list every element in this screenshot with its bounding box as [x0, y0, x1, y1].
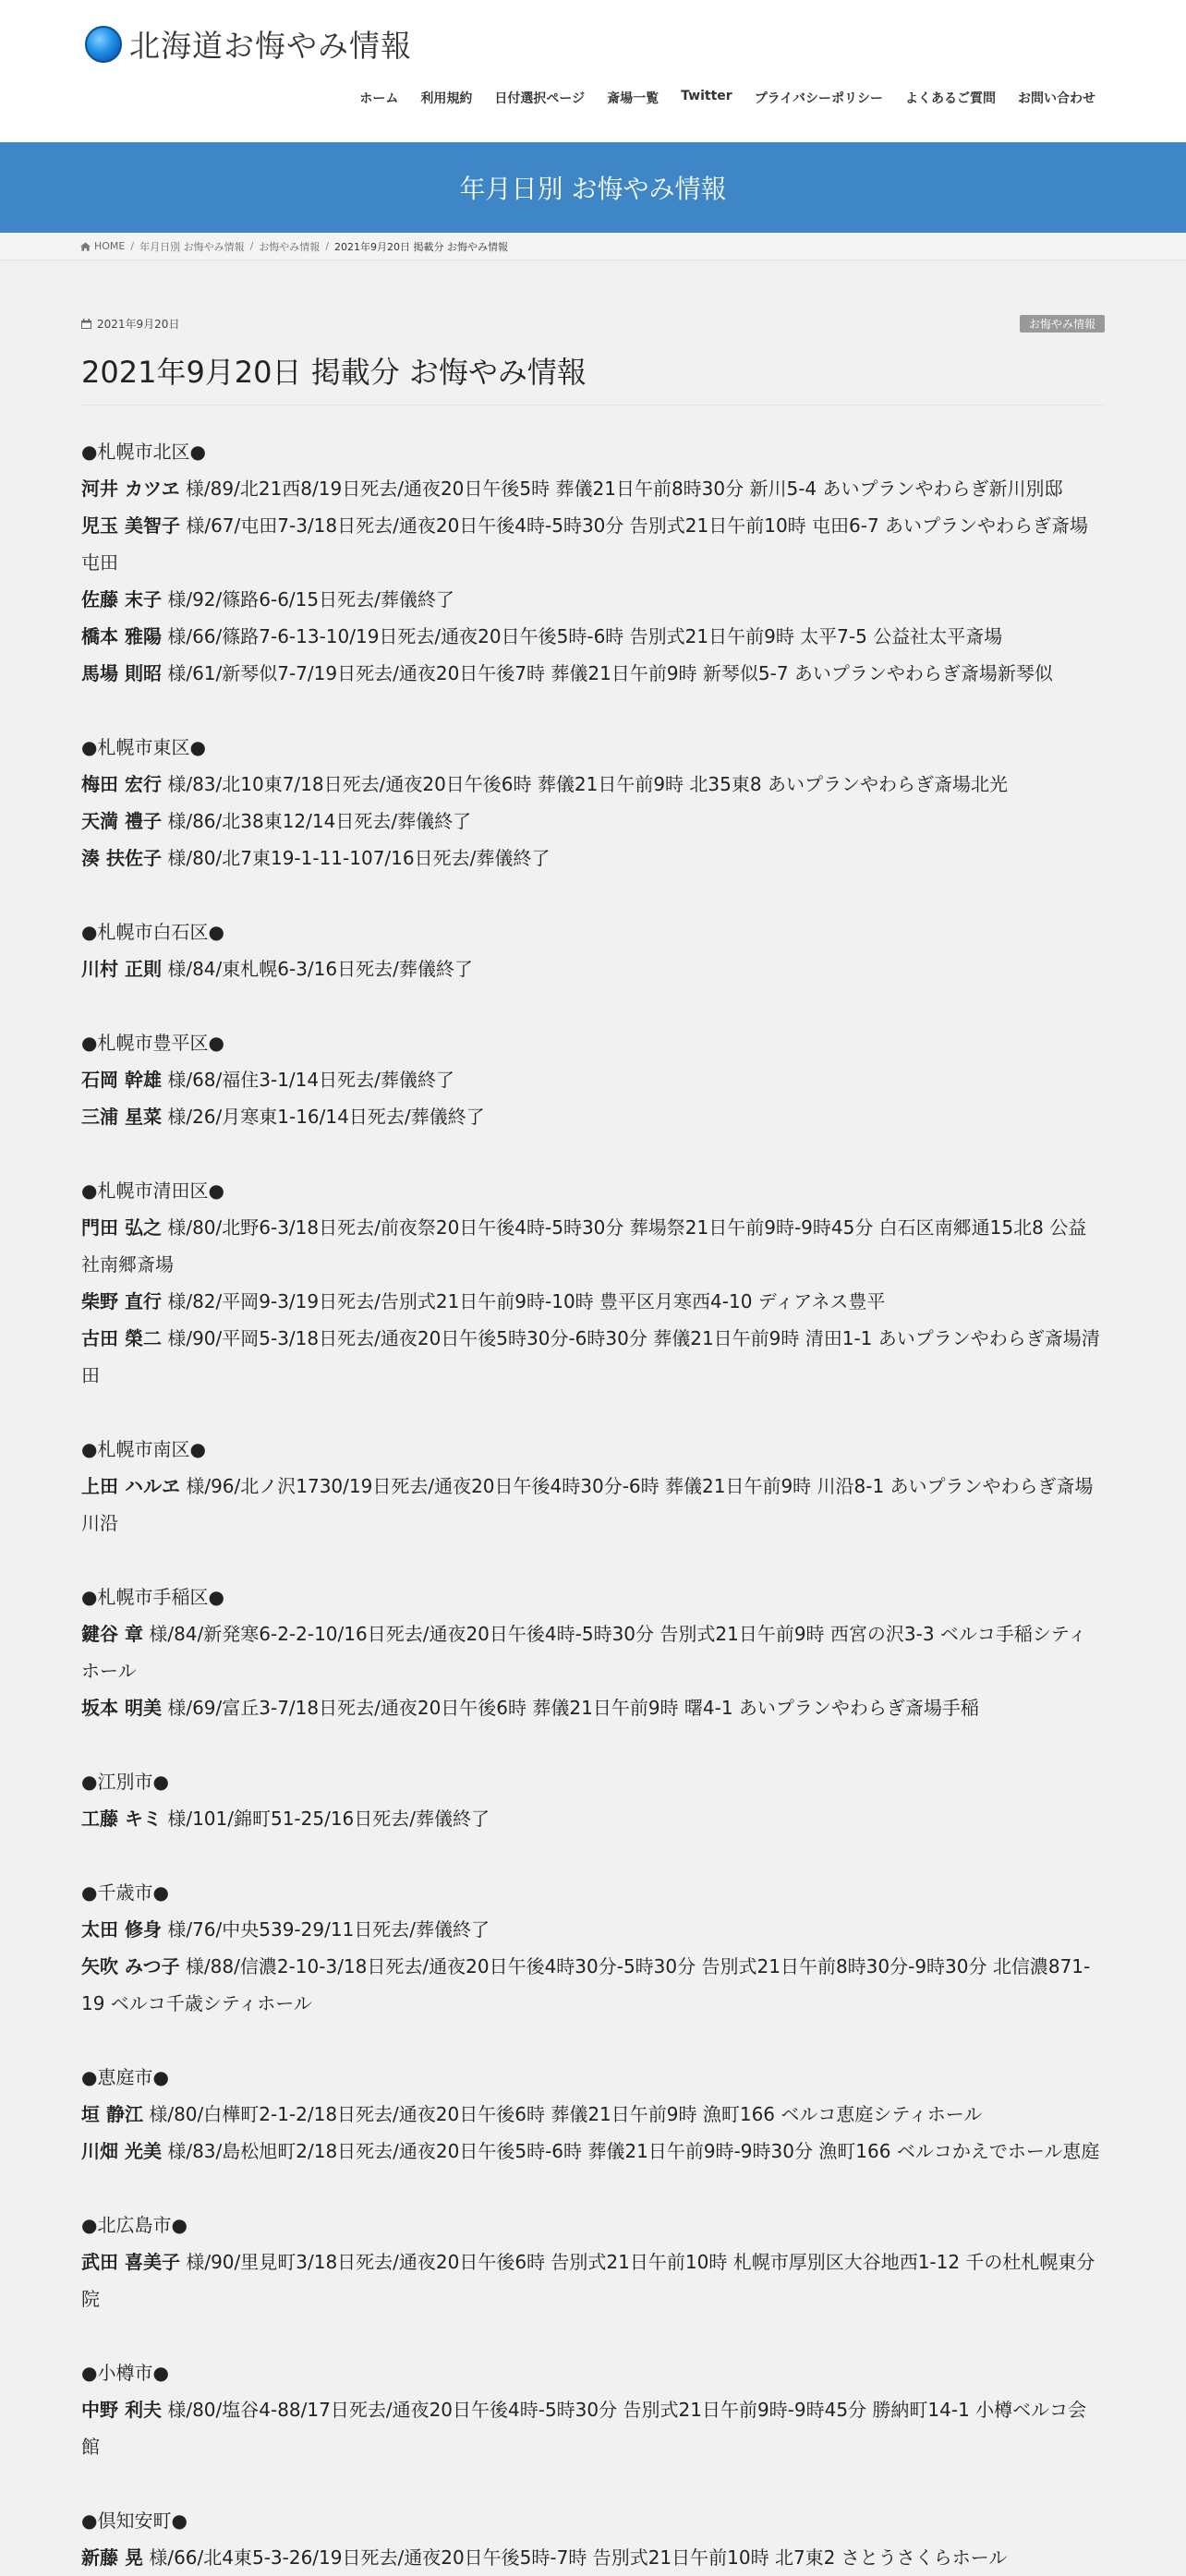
deceased-name: 川畑 光美: [81, 2140, 162, 2162]
home-icon: [80, 242, 91, 251]
page-header-title: 年月日別 お悔やみ情報: [459, 174, 727, 204]
breadcrumb-separator: /: [130, 240, 135, 252]
region-section: [81, 433, 1105, 692]
deceased-name: 武田 喜美子: [81, 2251, 180, 2273]
region-section: [81, 1763, 1105, 1837]
breadcrumb-current: 2021年9月20日 掲載分 お悔やみ情報: [334, 240, 509, 253]
post-meta: [81, 314, 1105, 333]
obituary-detail: 様/89/北21西8/19日死去/通夜20日午後5時 葬儀21日午前8時30分 新川5-4 あいプランやわらぎ新川別邸: [179, 478, 1063, 500]
obituary-entry: [81, 766, 1105, 803]
breadcrumb-item-category[interactable]: お悔やみ情報: [259, 240, 321, 253]
deceased-name: 垣 静江: [81, 2103, 143, 2125]
obituary-entry: [81, 1948, 1105, 2022]
obituary-detail: 様/84/新発寒6-2-2-10/16日死去/通夜20日午後4時-5時30分 告別式21日午前9時 西宮の沢3-3 ベルコ手稲シティホール: [81, 1623, 1087, 1682]
page-header-band: [0, 142, 1186, 233]
deceased-name: 佐藤 末子: [81, 588, 162, 611]
deceased-name: 坂本 明美: [81, 1697, 162, 1719]
region-title: ●倶知安町●: [81, 2509, 188, 2532]
calendar-icon: [81, 319, 91, 329]
obituary-detail: 様/96/北ノ沢1730/19日死去/通夜20日午後4時30分-6時 葬儀21日午前9時 川沿8-1 あいプランやわらぎ斎場川沿: [81, 1475, 1094, 1534]
obituary-detail: 様/80/北野6-3/18日死去/前夜祭20日午後4時-5時30分 葬場祭21日午前9時-9時45分 白石区南郷通15北8 公益社南郷斎場: [81, 1216, 1087, 1276]
obituary-entry: [81, 950, 1105, 987]
breadcrumb-separator: /: [249, 240, 254, 252]
obituary-entry: [81, 1283, 1105, 1320]
obituary-entry: [81, 1689, 1105, 1726]
region-section: [81, 913, 1105, 987]
obituary-detail: 様/80/白樺町2-1-2/18日死去/通夜20日午後6時 葬儀21日午前9時 漁町166 ベルコ恵庭シティホール: [142, 2103, 983, 2125]
region-section: [81, 1172, 1105, 1394]
obituary-entry: [81, 618, 1105, 655]
obituary-entry: [81, 1098, 1105, 1135]
obituary-detail: 様/61/新琴似7-7/19日死去/通夜20日午後7時 葬儀21日午前9時 新琴似5-7 あいプランやわらぎ斎場新琴似: [161, 662, 1053, 684]
deceased-name: 馬場 則昭: [81, 662, 162, 684]
region-title: ●江別市●: [81, 1771, 169, 1793]
obituary-entry: [81, 1911, 1105, 1948]
obituary-entry: [81, 803, 1105, 840]
region-section: [81, 1578, 1105, 1726]
obituary-entry: [81, 2096, 1105, 2133]
breadcrumb-home[interactable]: HOME: [94, 240, 126, 252]
deceased-name: 門田 弘之: [81, 1216, 162, 1239]
post-title: 2021年9月20日 掲載分 お悔やみ情報: [81, 349, 1105, 405]
nav-item-privacy[interactable]: プライバシーポリシー: [754, 91, 883, 106]
region-title: ●札幌市豊平区●: [81, 1032, 224, 1054]
deceased-name: 鍵谷 章: [81, 1623, 143, 1645]
region-section: [81, 2059, 1105, 2170]
obituary-entry: [81, 507, 1105, 581]
region-title: ●札幌市手稲区●: [81, 1586, 224, 1608]
deceased-name: 石岡 幹雄: [81, 1069, 162, 1091]
obituary-detail: 様/88/信濃2-10-3/18日死去/通夜20日午後4時30分-5時30分 告別式21日午前8時30分-9時30分 北信濃871-19 ベルコ千歳シティホール: [81, 1955, 1091, 2014]
deceased-name: 三浦 星菜: [81, 1106, 162, 1128]
deceased-name: 川村 正則: [81, 958, 162, 980]
obituary-detail: 様/90/平岡5-3/18日死去/通夜20日午後5時30分-6時30分 葬儀21日午前9時 清田1-1 あいプランやわらぎ斎場清田: [81, 1327, 1100, 1386]
deceased-name: 橋本 雅陽: [81, 625, 162, 647]
obituary-entry: [81, 2133, 1105, 2170]
obituary-detail: 様/66/北4東5-3-26/19日死去/通夜20日午後5時-7時 告別式21日午前10時 北7東2 さとうさくらホール: [142, 2546, 1008, 2569]
region-section: [81, 2502, 1105, 2576]
obituary-entry: [81, 1615, 1105, 1689]
nav-item-terms[interactable]: 利用規約: [420, 91, 473, 106]
obituary-entry: [81, 1800, 1105, 1837]
obituary-entry: [81, 1209, 1105, 1283]
obituary-entry: [81, 840, 1105, 877]
deceased-name: 新藤 晃: [81, 2546, 143, 2569]
site-title: 北海道お悔やみ情報: [129, 28, 412, 64]
region-section: [81, 2207, 1105, 2317]
obituary-detail: 様/92/篠路6-6/15日死去/葬儀終了: [161, 588, 454, 611]
deceased-name: 中野 利夫: [81, 2399, 162, 2421]
obituary-entry: [81, 581, 1105, 618]
region-title: ●恵庭市●: [81, 2066, 169, 2088]
region-section: [81, 1874, 1105, 2022]
post-date: [81, 316, 179, 332]
region-section: [81, 1024, 1105, 1135]
post-body: [81, 433, 1105, 2576]
obituary-entry: [81, 2539, 1105, 2576]
obituary-entry: [81, 470, 1105, 507]
nav-item-twitter[interactable]: Twitter: [681, 89, 732, 103]
obituary-detail: 様/84/東札幌6-3/16日死去/葬儀終了: [161, 958, 473, 980]
main-content: [0, 260, 1186, 2576]
category-badge[interactable]: お悔やみ情報: [1020, 315, 1105, 333]
obituary-entry: [81, 2391, 1105, 2465]
region-title: ●札幌市東区●: [81, 736, 206, 758]
obituary-entry: [81, 1061, 1105, 1098]
region-title: ●札幌市白石区●: [81, 921, 224, 943]
breadcrumb-item-archive[interactable]: 年月日別 お悔やみ情報: [139, 240, 245, 253]
nav-item-contact[interactable]: お問い合わせ: [1018, 91, 1095, 106]
region-section: [81, 1431, 1105, 1542]
site-header: [0, 0, 1186, 142]
deceased-name: 梅田 宏行: [81, 773, 162, 795]
region-title: ●札幌市清田区●: [81, 1179, 224, 1202]
deceased-name: 矢吹 みつ子: [81, 1955, 180, 1977]
obituary-detail: 様/76/中央539-29/11日死去/葬儀終了: [161, 1918, 490, 1941]
globe-logo-icon: [85, 26, 122, 63]
post-date-text: 2021年9月20日: [97, 317, 180, 331]
deceased-name: 天満 禮子: [81, 810, 162, 832]
obituary-entry: [81, 2243, 1105, 2317]
region-title: ●札幌市南区●: [81, 1438, 206, 1460]
obituary-entry: [81, 655, 1105, 692]
breadcrumb: [0, 233, 1186, 260]
region-title: ●小樽市●: [81, 2362, 169, 2384]
region-title: ●千歳市●: [81, 1881, 169, 1904]
obituary-detail: 様/101/錦町51-25/16日死去/葬儀終了: [161, 1808, 490, 1830]
deceased-name: 上田 ハルヱ: [81, 1475, 180, 1497]
breadcrumb-separator: /: [325, 240, 330, 252]
deceased-name: 湊 扶佐子: [81, 847, 162, 869]
region-title: ●札幌市北区●: [81, 441, 206, 463]
nav-item-faq[interactable]: よくあるご質問: [905, 91, 996, 106]
obituary-detail: 様/86/北38東12/14日死去/葬儀終了: [161, 810, 472, 832]
obituary-detail: 様/67/屯田7-3/18日死去/通夜20日午後4時-5時30分 告別式21日午前10時 屯田6-7 あいプランやわらぎ斎場屯田: [81, 514, 1089, 574]
obituary-detail: 様/66/篠路7-6-13-10/19日死去/通夜20日午後5時-6時 告別式21日午前9時 太平7-5 公益社太平斎場: [161, 625, 1003, 647]
region-section: [81, 2354, 1105, 2465]
obituary-detail: 様/83/島松旭町2/18日死去/通夜20日午後5時-6時 葬儀21日午前9時-9時30分 漁町166 ベルコかえでホール恵庭: [161, 2140, 1100, 2162]
nav-item-date-select[interactable]: 日付選択ページ: [494, 91, 586, 106]
nav-item-funeral-halls[interactable]: 斎場一覧: [607, 91, 660, 106]
obituary-entry: [81, 1468, 1105, 1542]
deceased-name: 河井 カツヱ: [81, 478, 180, 500]
deceased-name: 柴野 直行: [81, 1290, 162, 1312]
deceased-name: 古田 榮二: [81, 1327, 162, 1349]
obituary-entry: [81, 1320, 1105, 1394]
deceased-name: 工藤 キミ: [81, 1808, 162, 1830]
obituary-detail: 様/90/里見町3/18日死去/通夜20日午後6時 告別式21日午前10時 札幌市厚別区大谷地西1-12 千の杜札幌東分院: [81, 2251, 1095, 2310]
obituary-detail: 様/26/月寒東1-16/14日死去/葬儀終了: [161, 1106, 485, 1128]
obituary-detail: 様/80/塩谷4-88/17日死去/通夜20日午後4時-5時30分 告別式21日午前9時-9時45分 勝納町14-1 小樽ベルコ会館: [81, 2399, 1087, 2458]
global-nav: [337, 89, 1095, 107]
obituary-detail: 様/68/福住3-1/14日死去/葬儀終了: [161, 1069, 454, 1091]
nav-item-home[interactable]: ホーム: [359, 91, 399, 106]
obituary-detail: 様/80/北7東19-1-11-107/16日死去/葬儀終了: [161, 847, 551, 869]
deceased-name: 太田 修身: [81, 1918, 162, 1941]
region-title: ●北広島市●: [81, 2214, 188, 2236]
obituary-detail: 様/82/平岡9-3/19日死去/告別式21日午前9時-10時 豊平区月寒西4-10 ディアネス豊平: [161, 1290, 886, 1312]
deceased-name: 児玉 美智子: [81, 514, 180, 537]
site-logo-link[interactable]: [85, 22, 412, 66]
obituary-detail: 様/69/富丘3-7/18日死去/通夜20日午後6時 葬儀21日午前9時 曙4-1 あいプランやわらぎ斎場手稲: [161, 1697, 979, 1719]
obituary-detail: 様/83/北10東7/18日死去/通夜20日午後6時 葬儀21日午前9時 北35東8 あいプランやわらぎ斎場北光: [161, 773, 1008, 795]
region-section: [81, 729, 1105, 877]
